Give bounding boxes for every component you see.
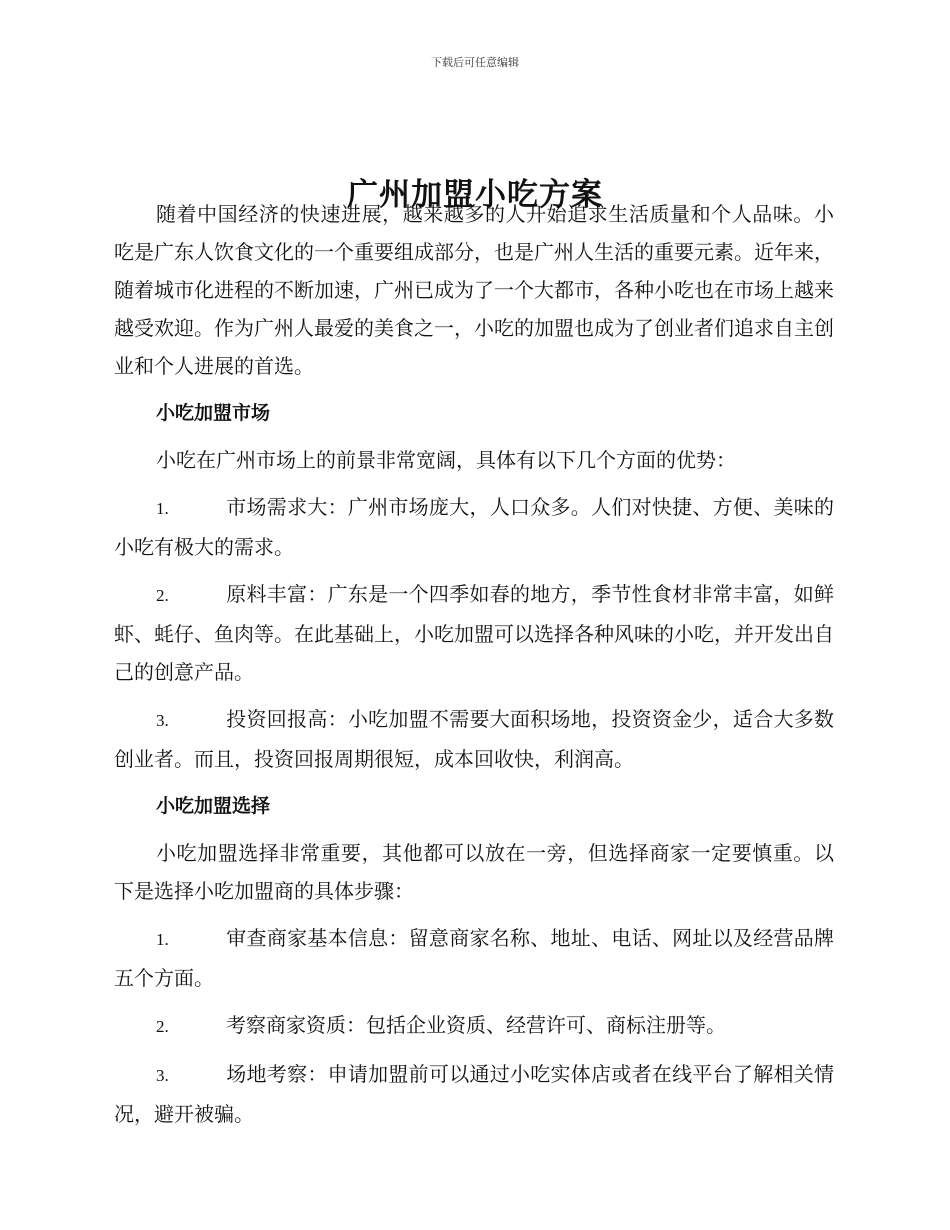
list-item-number: 1. <box>156 930 169 949</box>
section-lead: 小吃在广州市场上的前景非常宽阔，具体有以下几个方面的优势： <box>156 448 736 472</box>
section-heading: 小吃加盟市场 <box>156 402 271 424</box>
list-item <box>114 1006 834 1046</box>
list-item-text: 考察商家资质：包括企业资质、经营许可、商标注册等。 <box>226 1013 726 1037</box>
list-item <box>114 488 834 566</box>
section-selection <box>114 787 834 1133</box>
section-heading: 小吃加盟选择 <box>156 795 271 817</box>
list-item <box>114 575 834 691</box>
list-item-number: 1. <box>156 499 169 518</box>
document-body <box>114 195 834 1133</box>
list-item-text: 场地考察：申请加盟前可以通过小吃实体店或者在线平台了解相关情况，避开被骗。 <box>114 1062 834 1126</box>
list-item-text: 原料丰富：广东是一个四季如春的地方，季节性食材非常丰富，如鲜虾、蚝仔、鱼肉等。在此基础上，小吃加盟可以选择各种风味的小吃，并开发出自己的创意产品。 <box>114 582 834 684</box>
list-item <box>114 919 834 997</box>
list-item <box>114 1055 834 1133</box>
section-lead: 小吃加盟选择非常重要，其他都可以放在一旁，但选择商家一定要慎重。以下是选择小吃加盟商的具体步骤： <box>114 841 834 903</box>
page-title: 广州加盟小吃方案 <box>347 176 603 213</box>
list-item-number: 2. <box>156 586 169 605</box>
list-item <box>114 700 834 778</box>
header-note: 下载后可任意编辑 <box>431 56 519 69</box>
list-item-number: 3. <box>156 1066 169 1085</box>
section-market <box>114 394 834 778</box>
list-item-text: 审查商家基本信息：留意商家名称、地址、电话、网址以及经营品牌五个方面。 <box>114 926 834 990</box>
list-item-text: 市场需求大：广州市场庞大，人口众多。人们对快捷、方便、美味的小吃有极大的需求。 <box>114 495 834 559</box>
list-item-number: 3. <box>156 711 169 730</box>
list-item-number: 2. <box>156 1017 169 1036</box>
intro-paragraph: 随着中国经济的快速进展，越来越多的人开始追求生活质量和个人品味。小吃是广东人饮食文化的一个重要组成部分，也是广州人生活的重要元素。近年来，随着城市化进程的不断加速，广州已成为了一个大都市，各种小吃也在市场上越来越受欢迎。作为广州人最爱的美食之一，小吃的加盟也成为了创业者们追求自主创业和个人进展的首选。 <box>114 202 834 378</box>
list-item-text: 投资回报高：小吃加盟不需要大面积场地，投资资金少，适合大多数创业者。而且，投资回报周期很短，成本回收快，利润高。 <box>114 707 834 771</box>
